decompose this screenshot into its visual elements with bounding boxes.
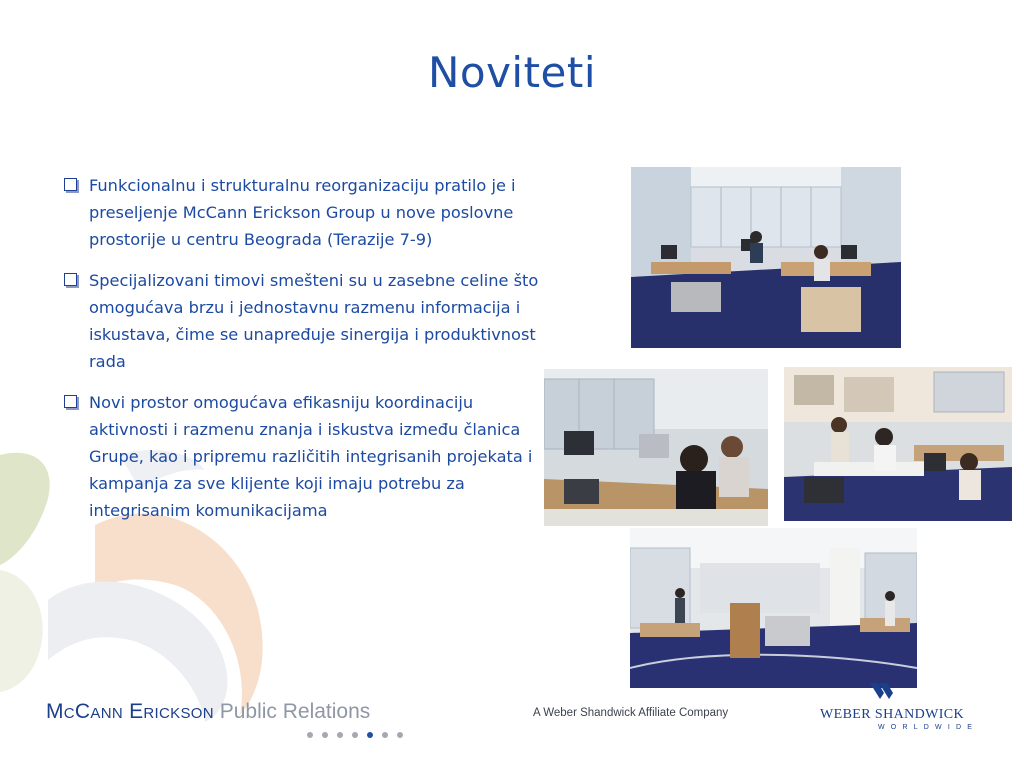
- weber-shandwick-mark-icon: [870, 683, 896, 703]
- bullet-text: Specijalizovani timovi smešteni su u zasebne celine što omogućava brzu i jednostavnu razmenu informacija i iskustava, čime se unapređuje sinergija i produktivnost rada: [89, 271, 539, 371]
- office-photo-hall: [630, 528, 917, 688]
- logo-mccann-erickson: McCann Erickson: [46, 700, 214, 723]
- bullet-text: Funkcionalnu i strukturalnu reorganizaciju pratilo je i preseljenje McCann Erickson Group u nove poslovne prostorije u centru Beograda (Terazije 7-9): [89, 176, 516, 249]
- office-photo-team-desks: [784, 367, 1012, 521]
- green-leaf-shape: [0, 453, 50, 565]
- office-photo-open-space: [631, 167, 901, 348]
- bullet-item: [62, 172, 542, 253]
- progress-dot: [397, 732, 403, 738]
- slide-progress-dots: [307, 732, 403, 738]
- weber-shandwick-wordmark: WEBER SHANDWICK: [820, 707, 965, 722]
- progress-dot: [322, 732, 328, 738]
- checkbox-bullet-icon: [64, 178, 77, 191]
- progress-dot: [307, 732, 313, 738]
- bullet-list: [62, 172, 542, 538]
- mccann-erickson-pr-logo: [46, 700, 370, 724]
- worldwide-wordmark: WORLDWIDE: [878, 724, 979, 731]
- affiliate-caption: A Weber Shandwick Affiliate Company: [533, 707, 729, 719]
- logo-public-relations: Public Relations: [219, 700, 371, 723]
- progress-dot: [337, 732, 343, 738]
- progress-dot: [382, 732, 388, 738]
- progress-dot-active: [367, 732, 373, 738]
- checkbox-bullet-icon: [64, 395, 77, 408]
- slide-title: Noviteti: [427, 48, 597, 97]
- bullet-item: [62, 267, 542, 375]
- office-photo-workstations: [544, 369, 768, 526]
- progress-dot: [352, 732, 358, 738]
- light-leaf-shape: [0, 570, 43, 692]
- checkbox-bullet-icon: [64, 273, 77, 286]
- bullet-text: Novi prostor omogućava efikasniju koordinaciju aktivnosti i razmenu znanja i iskustva između članica Grupe, kao i pripremu različitih integrisanih projekata i kampanja za sve klijente koji imaju potrebu za integrisanim komunikacijama: [89, 393, 533, 520]
- bullet-item: [62, 389, 542, 524]
